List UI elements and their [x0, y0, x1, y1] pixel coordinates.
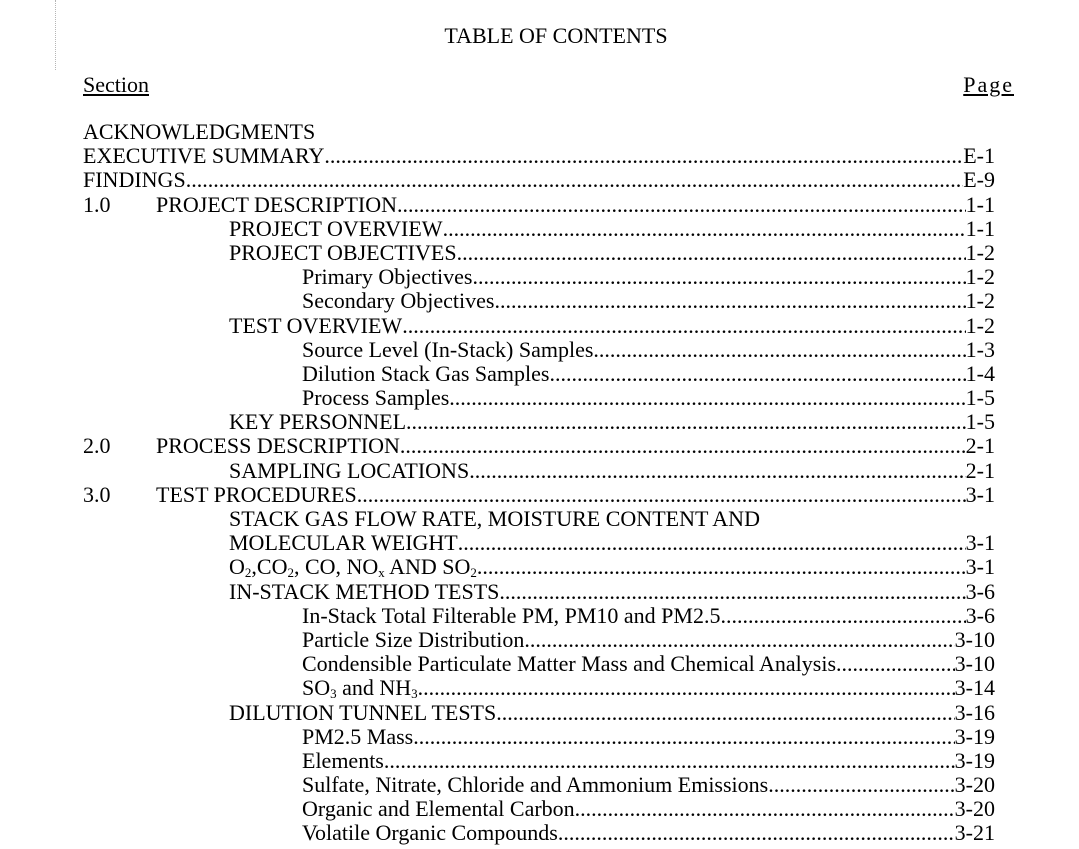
toc-entry-label: DILUTION TUNNEL TESTS: [229, 700, 497, 725]
toc-entry-page: 1-2: [965, 313, 995, 338]
toc-entry-page: 3-19: [954, 724, 995, 749]
toc-entry-page: 2-1: [965, 434, 995, 459]
toc-entry[interactable]: [83, 749, 995, 773]
toc-entry[interactable]: [83, 773, 995, 797]
toc-entry-line: [229, 459, 995, 483]
label-part: O: [229, 555, 245, 580]
toc-entry[interactable]: [83, 193, 995, 217]
toc-entry-line: [156, 483, 995, 507]
toc-entry-line: [302, 386, 995, 410]
toc-entry-label: EXECUTIVE SUMMARY: [83, 144, 325, 169]
dot-leader: [494, 289, 965, 313]
subscript: 2: [470, 565, 477, 580]
toc-entry-page: 3-1: [965, 531, 995, 556]
dot-leader: [472, 265, 965, 289]
dot-leader: [402, 314, 965, 338]
toc-entry-label: PM2.5 Mass: [302, 724, 414, 749]
toc-entry-page: 1-2: [965, 265, 995, 290]
toc-entry-page: 1-3: [965, 337, 995, 362]
toc-entry-line: [229, 555, 995, 579]
toc-entry[interactable]: [83, 217, 995, 241]
dot-leader: [768, 773, 954, 797]
toc-entry-page: 3-6: [965, 603, 995, 628]
toc-entry-label: [302, 676, 418, 700]
toc-entry-page: 1-5: [965, 410, 995, 435]
toc-entry[interactable]: [83, 338, 995, 362]
page-column-header: Page: [963, 72, 1014, 97]
dot-leader: [496, 701, 954, 725]
toc-entry-page: 3-21: [954, 821, 995, 846]
toc-entry-label: Organic and Elemental Carbon: [302, 797, 575, 822]
toc-entry-page: 3-10: [954, 627, 995, 652]
toc-entry-page: 3-1: [965, 482, 995, 507]
toc-entry-label: MOLECULAR WEIGHT: [229, 531, 458, 556]
toc-entry[interactable]: [83, 434, 995, 458]
toc-entry[interactable]: [83, 821, 995, 845]
toc-entry-line: [302, 676, 995, 700]
toc-entry-label: Primary Objectives: [302, 265, 473, 290]
toc-entry-line: [229, 314, 995, 338]
toc-entry-line: [229, 701, 995, 725]
toc-entry[interactable]: [83, 628, 995, 652]
toc-entry-line: [302, 773, 995, 797]
toc-entry-page: E-1: [963, 144, 995, 169]
toc-entry-number: 3.0: [83, 481, 111, 507]
toc-entry-label: Volatile Organic Compounds: [302, 821, 558, 846]
toc-entry-label: FINDINGS: [83, 168, 186, 193]
toc-entry[interactable]: [83, 459, 995, 483]
toc-entry-line: [229, 580, 995, 604]
toc-entry-label: Source Level (In-Stack) Samples: [302, 337, 594, 362]
label-part: AND SO: [384, 555, 471, 580]
label-part: , CO, NO: [293, 555, 379, 580]
label-part: SO: [302, 676, 331, 701]
toc-entry-page: 3-20: [954, 773, 995, 798]
toc-entry-page: 3-10: [954, 652, 995, 677]
toc-entry-line: [302, 797, 995, 821]
toc-entry[interactable]: [83, 701, 995, 725]
toc-entry-line: [302, 289, 995, 313]
dot-leader: [397, 193, 966, 217]
toc-entry[interactable]: [83, 604, 995, 628]
toc-entry-page: 1-5: [965, 386, 995, 411]
toc-entry-page: 1-4: [965, 361, 995, 386]
dot-leader: [720, 604, 965, 628]
toc-entry-label: TEST OVERVIEW: [229, 313, 403, 338]
toc-entry[interactable]: [83, 362, 995, 386]
dot-leader: [558, 821, 955, 845]
toc-entry[interactable]: [83, 580, 995, 604]
subscript: x: [378, 565, 385, 580]
toc-entry[interactable]: [83, 507, 995, 531]
toc-entry-label: IN-STACK METHOD TESTS: [229, 579, 500, 604]
toc-entry-page: 1-1: [965, 192, 995, 217]
toc-entry-label: PROJECT OBJECTIVES: [229, 240, 457, 265]
toc-entry[interactable]: [83, 797, 995, 821]
toc-entry-page: 1-1: [965, 216, 995, 241]
dot-leader: [593, 338, 965, 362]
dot-leader: [186, 168, 964, 192]
toc-entry[interactable]: [83, 144, 995, 168]
toc-entry-line: [229, 217, 995, 241]
dot-leader: [324, 144, 963, 168]
toc-entry-number: 1.0: [83, 191, 111, 217]
toc-entry[interactable]: [83, 289, 995, 313]
dot-leader: [499, 580, 965, 604]
toc-entry-line: [156, 434, 995, 458]
toc-entry-page: 3-19: [954, 748, 995, 773]
toc-entry-line: [302, 749, 995, 773]
toc-entry-line: [302, 725, 995, 749]
toc-entry-line: [302, 652, 995, 676]
toc-entry-label: PROCESS DESCRIPTION: [156, 434, 400, 459]
toc-entry-label: Particle Size Distribution: [302, 627, 525, 652]
toc-entry[interactable]: [83, 314, 995, 338]
toc-entry-line: [302, 604, 995, 628]
toc-entry-page: 3-20: [954, 797, 995, 822]
toc-entry[interactable]: [83, 725, 995, 749]
toc-entry[interactable]: [83, 676, 995, 700]
toc-entry-page: E-9: [963, 168, 995, 193]
toc-entry[interactable]: [83, 386, 995, 410]
label-part: and NH: [336, 676, 412, 701]
dot-leader: [469, 459, 965, 483]
toc-entry-page: 3-6: [965, 579, 995, 604]
toc-entry[interactable]: [83, 410, 995, 434]
toc-entry[interactable]: [83, 483, 995, 507]
toc-entry-label: Secondary Objectives: [302, 289, 495, 314]
table-of-contents: [83, 120, 995, 846]
label-part: ,CO: [251, 555, 288, 580]
toc-entry-page: 3-14: [954, 676, 995, 701]
toc-entry[interactable]: [83, 531, 995, 555]
toc-entry-label: SAMPLING LOCATIONS: [229, 458, 470, 483]
page-title: TABLE OF CONTENTS: [444, 23, 668, 48]
subscript: 2: [287, 565, 294, 580]
dot-leader: [384, 749, 955, 773]
toc-entry[interactable]: [83, 241, 995, 265]
toc-entry-label: Process Samples: [302, 386, 450, 411]
dot-leader: [549, 362, 965, 386]
toc-entry-line: [302, 338, 995, 362]
toc-entry[interactable]: [83, 120, 995, 144]
dot-leader: [357, 483, 966, 507]
toc-entry-line: [229, 241, 995, 265]
toc-entry[interactable]: [83, 168, 995, 192]
toc-entry-label: Sulfate, Nitrate, Chloride and Ammonium Emissions: [302, 773, 769, 798]
toc-entry-label: Dilution Stack Gas Samples: [302, 361, 550, 386]
dot-leader: [524, 628, 954, 652]
dot-leader: [477, 555, 966, 579]
toc-entry-line: [229, 531, 995, 555]
toc-entry-line: [302, 362, 995, 386]
toc-entry[interactable]: [83, 265, 995, 289]
dot-leader: [575, 797, 955, 821]
toc-entry-label: In-Stack Total Filterable PM, PM10 and PM2.5: [302, 603, 721, 628]
subscript: 3: [411, 686, 418, 701]
toc-entry-label: TEST PROCEDURES: [156, 482, 357, 507]
toc-entry-line: [83, 120, 995, 144]
dot-leader: [458, 531, 966, 555]
toc-entry-page: 3-1: [965, 555, 995, 580]
toc-entry-line: [83, 144, 995, 168]
dot-leader: [836, 652, 955, 676]
dot-leader: [400, 434, 966, 458]
toc-entry-line: [156, 193, 995, 217]
toc-entry-label: Elements: [302, 748, 384, 773]
toc-entry-line: [229, 507, 995, 531]
dot-leader: [413, 725, 954, 749]
toc-entry-label: PROJECT OVERVIEW: [229, 216, 443, 241]
dot-leader: [443, 217, 966, 241]
dot-leader: [457, 241, 966, 265]
subscript: 2: [244, 565, 252, 580]
toc-entry-page: 3-16: [954, 700, 995, 725]
toc-entry[interactable]: [83, 555, 995, 579]
toc-entry-label: PROJECT DESCRIPTION: [156, 192, 398, 217]
toc-entry[interactable]: [83, 652, 995, 676]
toc-entry-label: ACKNOWLEDGMENTS: [83, 120, 316, 144]
toc-entry-page: 1-2: [965, 289, 995, 314]
toc-entry-page: 1-2: [965, 240, 995, 265]
toc-entry-label: KEY PERSONNEL: [229, 410, 407, 435]
toc-entry-line: [83, 168, 995, 192]
toc-entry-line: [229, 410, 995, 434]
toc-entry-line: [302, 628, 995, 652]
toc-entry-label: [229, 555, 477, 579]
toc-entry-line: [302, 821, 995, 845]
dot-leader: [406, 410, 966, 434]
toc-entry-label: Condensible Particulate Matter Mass and Chemical Analysis: [302, 652, 837, 677]
toc-entry-number: 2.0: [83, 433, 111, 459]
toc-entry-page: 2-1: [965, 458, 995, 483]
dot-leader: [418, 676, 955, 700]
subscript: 3: [330, 686, 337, 701]
toc-entry-line: [302, 265, 995, 289]
dot-leader: [449, 386, 965, 410]
toc-entry-label: STACK GAS FLOW RATE, MOISTURE CONTENT AND: [229, 507, 760, 531]
section-column-header: Section: [83, 72, 149, 97]
